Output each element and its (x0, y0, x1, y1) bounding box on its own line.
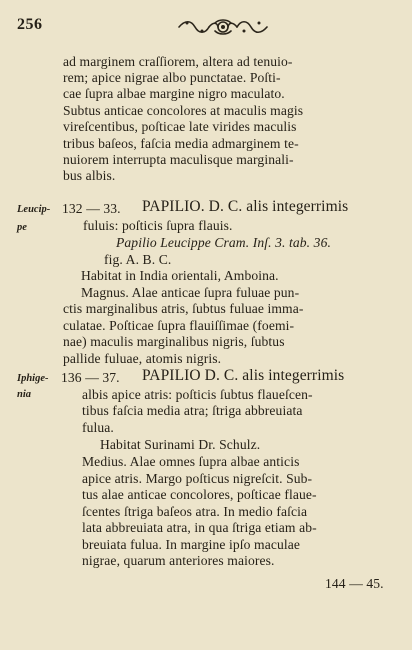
citation-line: Papilio Leucippe Cram. Inſ. 3. tab. 36. (116, 235, 331, 250)
text-line: pallide fuluae, atomis nigris. (63, 351, 222, 366)
text-line: ſcentes ſtriga baſeos atra. In medio faſcia (82, 504, 308, 519)
text-line: bus albis. (63, 168, 116, 183)
text-line: vireſcentibus, poſticae late virides maculis (63, 119, 297, 134)
entry-heading: PAPILIO D. C. alis integerrimis (142, 367, 345, 384)
margin-label: Leucip- (17, 204, 51, 215)
text-line: tus alae anticae concolores, poſticae flaue- (82, 487, 317, 502)
habitat-line: Habitat in India orientali, Amboina. (81, 268, 279, 283)
catchword: 144 — 45. (325, 576, 384, 591)
entry-heading: PAPILIO. D. C. alis integerrimis (142, 198, 349, 215)
text-line: fulua. (82, 420, 114, 435)
text-line: nae) maculis marginalibus nigris, ſubtus (63, 334, 285, 349)
text-line: Subtus anticae concolores at maculis magis (63, 103, 304, 118)
margin-label: Iphige- (17, 373, 49, 384)
margin-label: nia (17, 389, 32, 400)
margin-label: pe (17, 222, 27, 233)
entry-number: 132 — 33. (62, 201, 121, 216)
habitat-line: Habitat Surinami Dr. Schulz. (100, 437, 261, 452)
text-line: nuiorem interrupta maculisque marginali- (63, 152, 294, 167)
citation-line: fig. A. B. C. (104, 252, 172, 267)
text-line: cae ſupra albae margine nigro maculato. (63, 86, 285, 101)
text-line: rem; apice nigrae albo punctatae. Poſti- (63, 70, 281, 85)
text-line: breuiata fulua. In margine ipſo maculae (82, 537, 301, 552)
text-line: albis apice atris: poſticis ſubtus flaueſcen- (82, 387, 313, 402)
text-line: Medius. Alae omnes ſupra albae anticis (82, 454, 300, 469)
text-line: tibus faſcia media atra; ſtriga abbreuiata (82, 403, 303, 418)
text-line: fuluis: poſticis ſupra flauis. (83, 218, 233, 233)
text-line: lata abbreuiata atra, in qua ſtriga etiam ab- (82, 520, 317, 535)
entry-number: 136 — 37. (61, 370, 120, 385)
text-line: culatae. Poſticae ſupra flauiſſimae (foemi- (63, 318, 295, 333)
page-number: 256 (17, 16, 43, 33)
floral-ornament-icon (175, 18, 271, 36)
text-line: apice atris. Margo poſticus nigreſcit. Sub- (82, 471, 313, 486)
text-line: ctis marginalibus atris, ſubtus fuluae imma- (63, 301, 304, 316)
text-line: tribus baſeos, faſcia media admarginem te- (63, 136, 299, 151)
text-line: Magnus. Alae anticae ſupra fuluae pun- (81, 285, 300, 300)
text-line: ad marginem craſſiorem, altera ad tenuio- (63, 54, 293, 69)
text-line: nigrae, quarum anteriores maiores. (82, 553, 275, 568)
